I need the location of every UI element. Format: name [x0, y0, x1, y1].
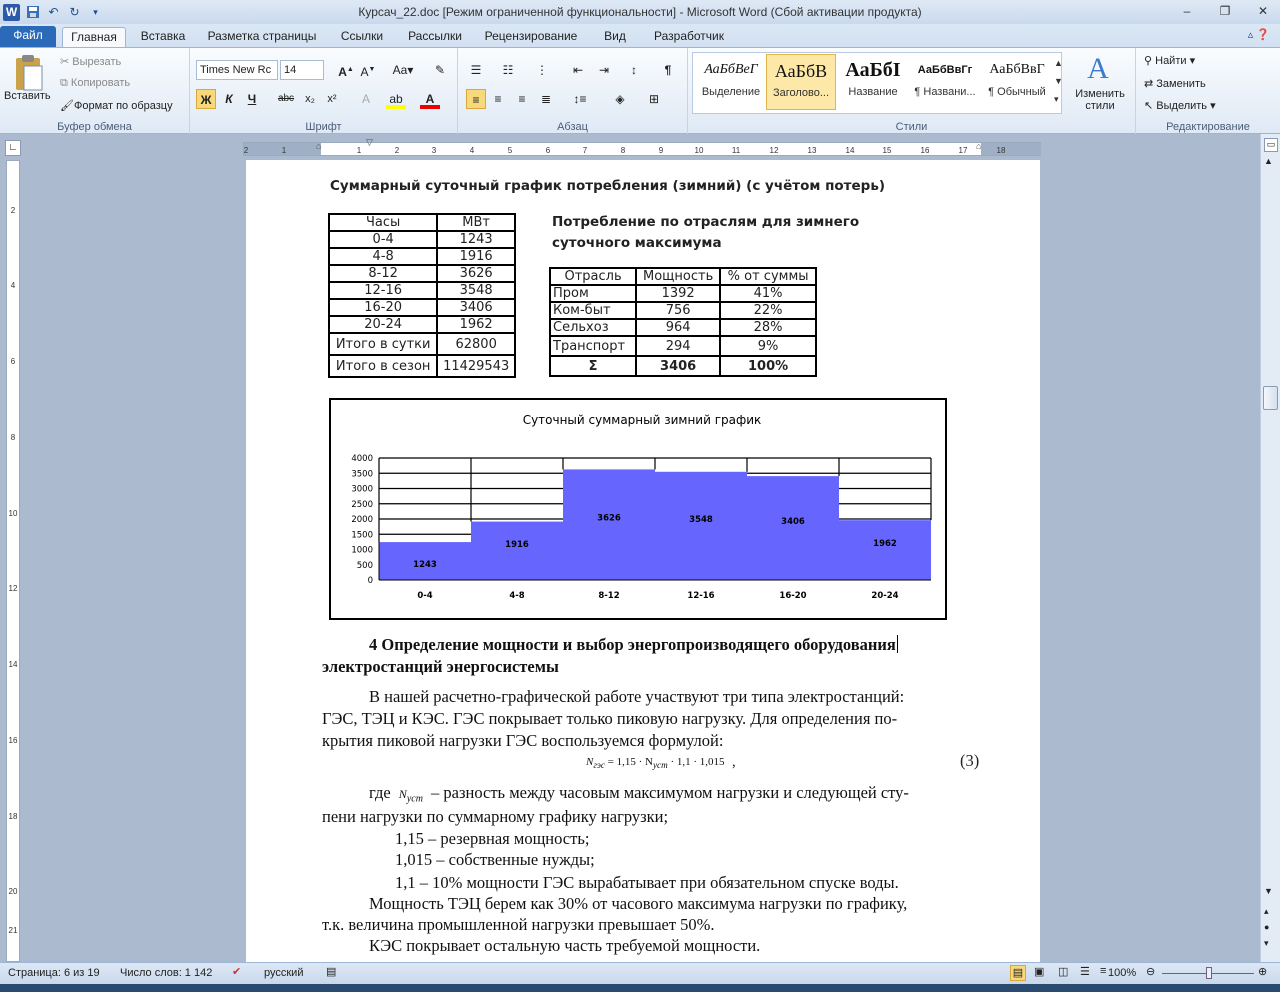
- x-tick-label: 20-24: [871, 591, 899, 601]
- paragraph-line: В нашей расчетно-графической работе участвуют три типа электростанций:: [369, 687, 905, 706]
- save-icon[interactable]: [24, 4, 41, 21]
- font-size-combo[interactable]: 14: [280, 60, 324, 80]
- style-sample: АаБбВвГг: [917, 64, 973, 76]
- zoom-out-icon[interactable]: ⊖: [1146, 966, 1156, 978]
- decrease-indent-icon[interactable]: ⇤: [572, 63, 584, 77]
- table-row: [329, 214, 515, 231]
- tab-home[interactable]: Главная: [62, 27, 126, 47]
- binoculars-icon: ⚲: [1144, 55, 1156, 67]
- strikethrough-button[interactable]: abc: [277, 93, 295, 104]
- style-subtitle[interactable]: [910, 54, 980, 110]
- y-tick-label: 2500: [351, 499, 373, 510]
- table-cell: Итого в сутки: [329, 333, 437, 355]
- numbering-icon[interactable]: ☷: [502, 63, 514, 77]
- table-header: Отрасль: [550, 268, 636, 285]
- align-left-icon[interactable]: ≡: [466, 89, 486, 109]
- line-spacing-icon[interactable]: ↕≡: [573, 92, 587, 106]
- style-name: Выделение: [701, 86, 761, 98]
- style-title[interactable]: [838, 54, 908, 110]
- table-header: % от суммы: [720, 268, 816, 285]
- table-cell: Итого в сезон: [329, 355, 437, 377]
- table-header: Часы: [329, 214, 437, 231]
- table-cell: 756: [636, 302, 720, 319]
- tab-page-layout[interactable]: Разметка страницы: [207, 29, 317, 43]
- table-cell: 294: [636, 336, 720, 356]
- svg-text:6: 6: [10, 357, 16, 366]
- svg-text:13: 13: [807, 146, 817, 155]
- align-right-icon[interactable]: ≡: [518, 92, 526, 106]
- editing-label: Редактирование: [1166, 121, 1250, 133]
- table-cell: 1962: [437, 316, 515, 333]
- help-icon[interactable]: ▵ ❓: [1247, 29, 1270, 41]
- x-tick-label: 16-20: [779, 591, 807, 601]
- table-cell: Транспорт: [550, 336, 636, 356]
- y-tick-label: 1000: [351, 545, 373, 556]
- styles-group: [688, 48, 1136, 134]
- formula-sub: уст: [652, 760, 668, 771]
- equation-number: (3): [960, 751, 980, 770]
- status-bar: [0, 962, 1280, 984]
- svg-text:4: 4: [10, 281, 16, 290]
- x-tick-label: 0-4: [417, 591, 433, 601]
- chart-bar: [747, 476, 839, 580]
- formula-end: · 1,1 · 1,015: [667, 756, 725, 768]
- ribbon: [0, 47, 1280, 134]
- svg-text:8: 8: [10, 433, 16, 442]
- list-item: 1,015 – собственные нужды;: [395, 850, 595, 869]
- section-title: [322, 634, 982, 655]
- table-cell: Σ: [550, 356, 636, 376]
- svg-text:9: 9: [658, 146, 664, 155]
- chart-heading: Суммарный суточный график потребления (зимний) (с учётом потерь): [330, 178, 886, 194]
- table-cell: Ком-быт: [550, 302, 636, 319]
- chart-bar: [655, 472, 747, 580]
- svg-text:14: 14: [845, 146, 855, 155]
- macro-icon[interactable]: ▤: [326, 966, 337, 978]
- table-row: [550, 356, 816, 376]
- table-cell: Сельхоз: [550, 319, 636, 336]
- horizontal-ruler[interactable]: [243, 137, 1041, 156]
- taskbar: [0, 984, 1280, 992]
- full-screen-icon[interactable]: ▣: [1034, 966, 1045, 978]
- table-cell: 1916: [437, 248, 515, 265]
- table-row: [329, 333, 515, 355]
- indent-marker-icon[interactable]: ⌂: [316, 141, 322, 151]
- scroll-down-icon[interactable]: ▼: [1264, 886, 1273, 896]
- change-case-icon[interactable]: Aa▾: [392, 63, 414, 77]
- right-indent-icon[interactable]: ⌂: [976, 141, 982, 151]
- svg-text:7: 7: [582, 146, 588, 155]
- table-cell: 22%: [720, 302, 816, 319]
- style-heading[interactable]: [766, 54, 836, 110]
- svg-text:14: 14: [8, 660, 18, 669]
- tab-references[interactable]: Ссылки: [340, 29, 384, 43]
- svg-text:12: 12: [8, 584, 18, 593]
- formula: [586, 756, 725, 770]
- svg-text:12: 12: [769, 146, 779, 155]
- paragraph-line: ГЭС, ТЭЦ и КЭС. ГЭС покрывает только пиковую нагрузку. Для определения по-: [322, 709, 898, 728]
- tab-selector-icon[interactable]: ∟: [5, 140, 21, 156]
- table-row: [550, 268, 816, 285]
- paragraph-line: т.к. величина промышленной нагрузки превышает 50%.: [322, 915, 715, 934]
- style-sample: АаБбВеГ: [704, 62, 758, 77]
- prev-page-icon[interactable]: ▴: [1264, 906, 1269, 916]
- data-label: 1962: [873, 539, 897, 550]
- y-tick-label: 3500: [351, 469, 373, 480]
- table-cell: 1392: [636, 285, 720, 302]
- vertical-scrollbar[interactable]: [1260, 134, 1280, 962]
- replace-label: Заменить: [1156, 78, 1206, 90]
- tab-file[interactable]: Файл: [0, 26, 56, 47]
- y-tick-label: 1500: [351, 530, 373, 541]
- svg-text:6: 6: [545, 146, 551, 155]
- table-row: [329, 355, 515, 377]
- redo-icon[interactable]: ↻: [69, 5, 80, 19]
- change-styles-icon[interactable]: A: [1087, 52, 1109, 85]
- vertical-ruler-ticks: [7, 161, 19, 961]
- table-cell: 8-12: [329, 265, 437, 282]
- paragraph-line: пени нагрузки по суммарному графику нагрузки;: [322, 807, 669, 826]
- styles-scroll-icon[interactable]: ▲ ▼ ▾: [1054, 58, 1063, 104]
- print-layout-icon[interactable]: ▤: [1010, 965, 1026, 981]
- font-group: [190, 48, 458, 134]
- y-tick-label: 0: [367, 576, 373, 586]
- data-label: 3626: [597, 513, 621, 524]
- svg-text:2: 2: [244, 146, 249, 155]
- grow-font-icon[interactable]: A▲: [338, 65, 354, 79]
- proofing-icon[interactable]: ✔: [232, 966, 242, 978]
- x-tick-label: 4-8: [509, 591, 525, 601]
- ribbon-tabs: [0, 24, 1280, 47]
- style-sample: АаБбВ: [774, 61, 828, 81]
- tab-review[interactable]: Рецензирование: [484, 29, 578, 43]
- svg-text:10: 10: [694, 146, 704, 155]
- paragraph-line: крытия пиковой нагрузки ГЭС воспользуемся формулой:: [322, 731, 724, 750]
- paragraph-group: [458, 48, 688, 134]
- industry-table: [549, 267, 817, 377]
- ruler-ticks: [244, 143, 1042, 156]
- table-cell: 12-16: [329, 282, 437, 299]
- industry-heading: Потребление по отраслям для зимнего суточного максимума: [552, 214, 860, 251]
- svg-text:1: 1: [356, 146, 362, 155]
- tab-developer[interactable]: Разработчик: [654, 29, 724, 43]
- svg-text:20: 20: [8, 887, 18, 896]
- data-label: 3548: [689, 514, 713, 525]
- table-cell: 3406: [636, 356, 720, 376]
- format-painter-button[interactable]: [60, 99, 173, 112]
- hours-table: [328, 213, 516, 378]
- table-cell: 100%: [720, 356, 816, 376]
- section-title-line2: электростанций энергосистемы: [322, 657, 559, 676]
- n-sub: уст: [406, 793, 423, 805]
- table-header: Мощность: [636, 268, 720, 285]
- find-button[interactable]: ⚲ Найти ▾: [1144, 55, 1196, 67]
- font-color-icon[interactable]: A: [420, 89, 440, 109]
- table-cell: 41%: [720, 285, 816, 302]
- svg-text:11: 11: [731, 146, 741, 155]
- tab-insert[interactable]: Вставка: [140, 29, 186, 43]
- list-item: 1,1 – 10% мощности ГЭС вырабатывает при обязательном спуске воды.: [395, 873, 899, 892]
- next-page-icon[interactable]: ▾: [1264, 938, 1269, 948]
- tab-mailings[interactable]: Рассылки: [408, 29, 462, 43]
- svg-text:16: 16: [8, 736, 18, 745]
- data-label: 3406: [781, 517, 805, 528]
- style-sample: АаБбВвГ: [989, 62, 1045, 77]
- shading-icon[interactable]: ◈: [615, 92, 625, 106]
- formula-mid: = 1,15 · N: [604, 756, 653, 768]
- table-cell: 0-4: [329, 231, 437, 248]
- formula-sub: гэс: [593, 760, 605, 771]
- svg-text:18: 18: [8, 812, 18, 821]
- multilevel-list-icon[interactable]: ⋮: [536, 63, 548, 77]
- clear-format-icon[interactable]: ✎: [434, 63, 446, 77]
- web-layout-icon[interactable]: ◫: [1058, 966, 1069, 978]
- brush-icon: 🖌: [60, 100, 74, 112]
- table-cell: 3548: [437, 282, 515, 299]
- chart-bar: [471, 522, 563, 580]
- table-cell: 4-8: [329, 248, 437, 265]
- y-tick-label: 3000: [351, 484, 373, 495]
- word-count[interactable]: Число слов: 1 142: [120, 967, 213, 979]
- superscript-button[interactable]: x²: [327, 93, 337, 105]
- table-row: [550, 319, 816, 336]
- svg-text:1: 1: [281, 146, 287, 155]
- change-styles-button[interactable]: Изменить стили: [1075, 88, 1125, 112]
- pilcrow-icon[interactable]: ¶: [664, 63, 672, 77]
- svg-text:16: 16: [920, 146, 930, 155]
- minimize-button[interactable]: –: [1183, 4, 1191, 18]
- subscript-button[interactable]: x₂: [305, 93, 315, 105]
- sort-icon[interactable]: ↕: [631, 63, 637, 77]
- close-button[interactable]: ✕: [1257, 4, 1269, 18]
- table-cell: 9%: [720, 336, 816, 356]
- italic-button[interactable]: К: [225, 92, 233, 106]
- copy-label: Копировать: [70, 77, 131, 89]
- clipboard-label: Буфер обмена: [57, 121, 132, 133]
- table-cell: 62800: [437, 333, 515, 355]
- style-normal[interactable]: [982, 54, 1052, 110]
- svg-text:18: 18: [996, 146, 1006, 155]
- svg-text:10: 10: [8, 509, 18, 518]
- table-cell: 1243: [437, 231, 515, 248]
- section-title-line1: 4 Определение мощности и выбор энергопроизводящего оборудования: [369, 635, 896, 654]
- svg-text:4: 4: [469, 146, 475, 155]
- paragraph-line: КЭС покрывает остальную часть требуемой мощности.: [369, 936, 761, 955]
- language[interactable]: русский: [264, 967, 304, 979]
- chart-title: Суточный суммарный зимний график: [522, 413, 762, 427]
- table-cell: 3626: [437, 265, 515, 282]
- select-button[interactable]: ↖ Выделить ▾: [1144, 100, 1216, 112]
- style-name: ¶ Названи...: [914, 86, 976, 98]
- paragraph-label: Абзац: [557, 121, 588, 133]
- title-bar: [0, 0, 1280, 24]
- browse-object-icon[interactable]: ●: [1264, 922, 1270, 932]
- table-row: [329, 265, 515, 282]
- paragraph-text: – разность между часовым максимумом нагрузки и следующей сту-: [431, 783, 909, 802]
- style-name: Заголово...: [772, 87, 830, 99]
- list-item: 1,15 – резервная мощность;: [395, 829, 590, 848]
- table-cell: 20-24: [329, 316, 437, 333]
- paste-icon[interactable]: [10, 54, 46, 94]
- where-word: где: [369, 783, 391, 802]
- find-label: Найти: [1155, 55, 1187, 67]
- maximize-button[interactable]: ❐: [1219, 4, 1231, 18]
- table-cell: 3406: [437, 299, 515, 316]
- zoom-level[interactable]: 100%: [1108, 967, 1137, 979]
- table-row: [329, 231, 515, 248]
- undo-icon[interactable]: ↶: [48, 5, 59, 19]
- table-row: [329, 316, 515, 333]
- editing-group: [1136, 48, 1280, 134]
- table-cell: 964: [636, 319, 720, 336]
- justify-icon[interactable]: ≣: [540, 92, 552, 106]
- svg-text:17: 17: [958, 146, 968, 155]
- zoom-slider-thumb[interactable]: [1206, 967, 1212, 979]
- cut-button[interactable]: [60, 55, 121, 68]
- format-painter-label: Формат по образцу: [73, 100, 173, 112]
- formula-n: N: [586, 756, 594, 768]
- chart-svg: [331, 400, 945, 618]
- style-name: Название: [848, 86, 898, 98]
- highlight-icon[interactable]: ab: [386, 89, 406, 109]
- style-sample: АаБбІ: [845, 59, 901, 81]
- table-cell: 28%: [720, 319, 816, 336]
- font-name-combo[interactable]: Times New Rc: [196, 60, 278, 80]
- shrink-font-icon[interactable]: A▼: [360, 65, 376, 79]
- text-effects-icon[interactable]: A: [361, 92, 370, 106]
- n-symbol: N: [398, 787, 407, 801]
- y-tick-label: 2000: [351, 515, 373, 525]
- paste-button[interactable]: Вставить: [4, 90, 51, 102]
- cut-label: Вырезать: [72, 56, 122, 68]
- vertical-ruler[interactable]: [6, 160, 20, 962]
- replace-button[interactable]: [1144, 77, 1206, 90]
- table-row: [329, 248, 515, 265]
- ruler-row: [0, 134, 1280, 159]
- data-label: 1916: [505, 539, 529, 550]
- bold-button[interactable]: Ж: [196, 89, 216, 109]
- underline-button[interactable]: Ч: [247, 92, 257, 106]
- x-tick-label: 8-12: [598, 591, 620, 601]
- draft-icon[interactable]: ≡: [1100, 965, 1107, 977]
- table-row: [329, 299, 515, 316]
- paragraph-line: Мощность ТЭЦ берем как 30% от часового максимума нагрузки по графику,: [369, 894, 908, 913]
- bullets-icon[interactable]: ☰: [470, 63, 482, 77]
- table-cell: Пром: [550, 285, 636, 302]
- y-tick-label: 500: [356, 560, 373, 571]
- table-cell: 16-20: [329, 299, 437, 316]
- document-page[interactable]: [246, 160, 1040, 962]
- increase-indent-icon[interactable]: ⇥: [598, 63, 610, 77]
- svg-text:21: 21: [8, 926, 18, 935]
- svg-text:2: 2: [10, 206, 16, 215]
- borders-icon[interactable]: ⊞: [648, 92, 660, 106]
- select-label: Выделить: [1156, 100, 1208, 112]
- table-row: [550, 285, 816, 302]
- clipboard-group: [0, 48, 190, 134]
- x-tick-label: 12-16: [687, 591, 715, 601]
- copy-icon: ⧉: [60, 77, 71, 89]
- table-row: [550, 302, 816, 319]
- scroll-up-icon[interactable]: ▲: [1264, 156, 1273, 166]
- scroll-thumb[interactable]: [1263, 386, 1278, 410]
- data-label: 1243: [413, 560, 437, 571]
- split-icon[interactable]: ▭: [1264, 138, 1278, 152]
- chart-frame[interactable]: [329, 398, 947, 620]
- y-tick-label: 4000: [351, 454, 373, 464]
- table-row: [329, 282, 515, 299]
- chart-bar: [839, 520, 931, 580]
- cursor-icon: ↖: [1144, 100, 1157, 112]
- table-cell: 11429543: [437, 355, 515, 377]
- table-row: [550, 336, 816, 356]
- formula-comma: ,: [732, 754, 736, 770]
- svg-text:8: 8: [620, 146, 626, 155]
- zoom-in-icon[interactable]: ⊕: [1258, 966, 1268, 978]
- font-label: Шрифт: [305, 121, 342, 133]
- styles-label: Стили: [895, 121, 928, 133]
- chart-bar: [563, 469, 655, 580]
- text-cursor: [897, 635, 898, 653]
- page-count[interactable]: Страница: 6 из 19: [8, 967, 100, 979]
- svg-text:5: 5: [507, 146, 513, 155]
- word-logo-icon[interactable]: W: [3, 4, 20, 21]
- align-center-icon[interactable]: ≡: [494, 92, 502, 106]
- replace-icon: ⇄: [1144, 78, 1157, 90]
- first-line-indent-icon[interactable]: ▽: [366, 137, 373, 147]
- table-header: МВт: [437, 214, 515, 231]
- outline-icon[interactable]: ☰: [1080, 966, 1090, 978]
- svg-text:3: 3: [431, 146, 437, 155]
- svg-text:15: 15: [882, 146, 892, 155]
- window-title: Курсач_22.doc [Режим ограниченной функциональности] - Microsoft Word (Сбой активации продукта): [358, 5, 922, 19]
- style-emphasis[interactable]: [696, 54, 766, 110]
- scissors-icon: ✂: [60, 56, 73, 68]
- copy-button[interactable]: [60, 77, 130, 90]
- customize-toolbar-icon[interactable]: ▾: [93, 6, 98, 17]
- style-name: ¶ Обычный: [988, 86, 1046, 98]
- svg-text:2: 2: [394, 146, 400, 155]
- tab-view[interactable]: Вид: [604, 29, 626, 43]
